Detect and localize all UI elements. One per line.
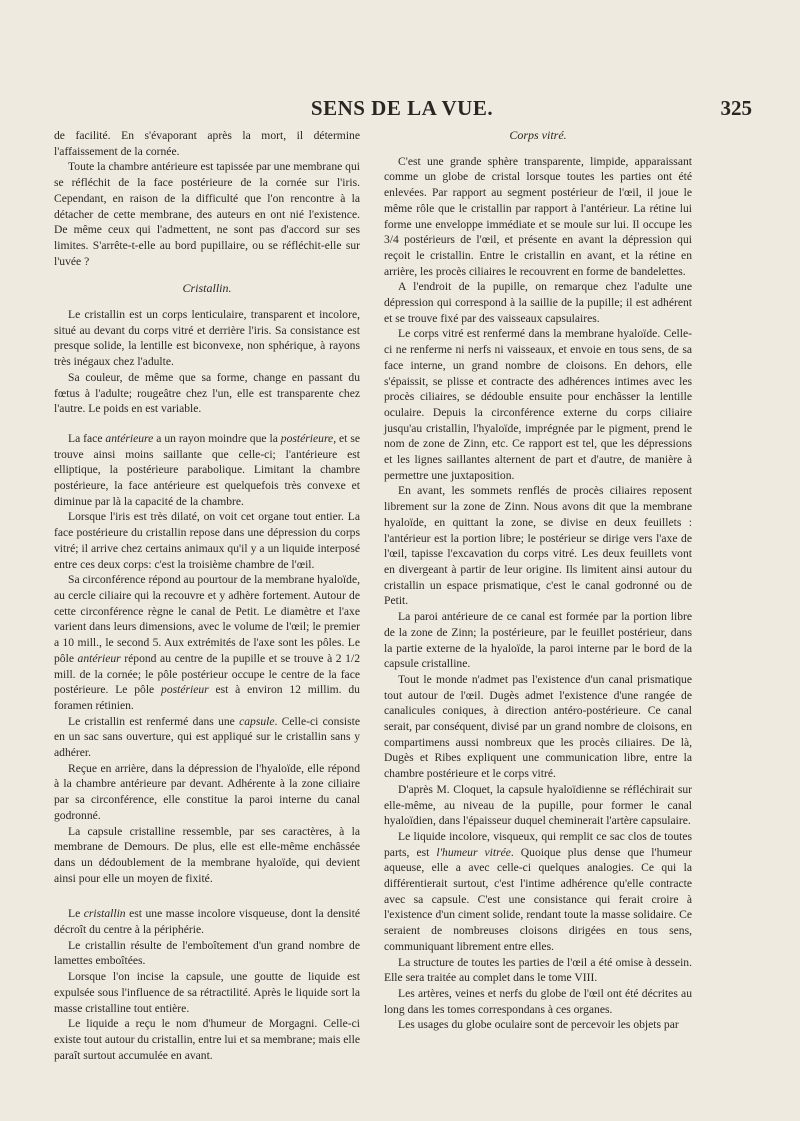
paragraph: Reçue en arrière, dans la dépression de l'hyaloïde, elle répond à la chambre antérieure par devant. Adhérente à la zone ciliaire par sa circonférence, elle constitue la paroi interne du canal godronné. — [54, 761, 360, 822]
left-column — [54, 128, 360, 1063]
paragraph: D'après M. Cloquet, la capsule hyaloïdienne se réfléchirait sur elle-même, au niveau de la pupille, pour former le canal hyaloïdien, dans l'épaisseur duquel cheminerait l'artère capsulaire. — [384, 782, 692, 828]
paragraph — [384, 829, 692, 955]
emphasis: cristallin — [83, 907, 126, 921]
text-run: . Quoique plus dense que l'humeur aqueuse, elle a avec celle-ci quelques analogies. Ce qui la différentierait surtout, c'est l'intime adhérence qu'elle contracte avec sa capsule. C'est une consistance qui ferait croire à l'existence d'un ciment solide, rendant toute la masse solidaire. Ce seraient de nombreuses cloisons dirigées en tous sens, communiquant librement entre elles. — [384, 845, 692, 953]
paragraph: La capsule cristalline ressemble, par ses caractères, à la membrane de Demours. De plus, elle est elle-même enchâssée dans un dédoublement de la membrane hyaloïde, qui devient ainsi pour elle un moyen de fixité. — [54, 824, 360, 885]
paragraph: Les usages du globe oculaire sont de percevoir les objets par — [398, 1018, 679, 1032]
paragraph: Le cristallin est un corps lenticulaire, transparent et incolore, situé au devant du corps vitré et derrière l'iris. Sa consistance est presque solide, la lentille est biconvexe, non sphérique, à rayons très inégaux chez l'adulte. — [54, 308, 360, 369]
paragraph: de facilité. En s'évaporant après la mort, il détermine l'affaissement de la cornée. — [54, 129, 360, 158]
text-run: est à environ 12 millim. du foramen rétinien. — [54, 683, 360, 712]
emphasis: postérieure — [280, 431, 334, 445]
emphasis: antérieure — [105, 431, 154, 445]
paragraph: Le cristallin résulte de l'emboîtement d'un grand nombre de lamettes emboîtées. — [54, 938, 360, 968]
emphasis: postérieur — [161, 683, 209, 697]
paragraph: La paroi antérieure de ce canal est formée par la portion libre de la zone de Zinn; la postérieure, par le feuillet postérieur, dans la partie externe de la hyaloïde, la paroi interne par le bord de la capsule cristalline. — [384, 610, 692, 671]
paragraph: Toute la chambre antérieure est tapissée par une membrane qui se réfléchit de la face postérieure de la cornée sur l'iris. Cependant, en raison de la difficulté que l'on rencontre à la détacher de cette membrane, des auteurs en ont nié l'existence. De même ceux qui l'admettent, ne sont pas d'accord sur ses limites. S'arrête-t-elle au bord pupillaire, ou se réfléchit-elle sur l'uvée ? — [54, 160, 360, 268]
emphasis: antérieur — [77, 651, 121, 665]
paragraph: A l'endroit de la pupille, on remarque chez l'adulte une dépression qui correspond à la saillie de la pupille; il est adhérent et se trouve fixé par des vaisseaux capsulaires. — [384, 280, 692, 325]
emphasis: l'humeur vitrée — [436, 845, 511, 859]
section-title-corps-vitre: Corps vitré. — [509, 128, 567, 142]
text-run: La face — [68, 431, 106, 445]
paragraph: Le corps vitré est renfermé dans la membrane hyaloïde. Celle-ci ne renferme ni nerfs ni vaisseaux, et envoie en tous sens, de sa face interne, un grand nombre de cloisons. En dehors, elle s'épaissit, se plisse et contracte des adhérences intimes avec les procès ciliaires, se dédouble ensuite pour enchâsser la lentille oculaire. Depuis la circonférence externe du corps ciliaire jusqu'au cristallin, l'hyaloïde, imprégnée par le pigment, prend le nom de zone de Zinn, etc. Ce rapport est tel, que les dépressions et les lignes saillantes alternent de part et d'autre, de manière à permettre une juxtaposition. — [384, 327, 692, 482]
text-run: répond au centre de la pupille et se trouve à 2 1/2 mill. de la cornée; le pôle postérieur occupe le centre de la face postérieure. Le pôle — [54, 651, 360, 697]
paragraph: Tout le monde n'admet pas l'existence d'un canal prismatique tout autour de l'œil. Dugès admet l'existence d'une rangée de canalicules coniques, à direction antéro-postérieure. Ce canal serait, par conséquent, divisé par un grand nombre de cloisons, en compartimens aussi nombreux que les procès ciliaires. De là, Dugès et Ribes expliquent une communication libre, entre la chambre postérieure et le corps vitré. — [384, 672, 692, 781]
paragraph: La structure de toutes les parties de l'œil a été omise à dessein. Elle sera traitée au complet dans le tome VIII. — [384, 955, 692, 985]
paragraph: Lorsque l'iris est très dilaté, on voit cet organe tout entier. La face postérieure du cristallin repose dans une dépression du corps vitré; il arrive chez certains animaux qu'il y a un liquide interposé entre ces deux corps: c'est la troisième chambre de l'œil. — [54, 510, 360, 571]
paragraph — [54, 572, 360, 713]
right-column — [384, 128, 692, 1033]
text-run: Le liquide incolore, visqueux, qui remplit ce sac clos de toutes parts, est — [384, 829, 692, 859]
paragraph: Le liquide a reçu le nom d'humeur de Morgagni. Celle-ci existe tout autour du cristallin, entre lui et sa membrane; mais elle paraît surtout accumulée en avant. — [54, 1017, 360, 1062]
paragraph — [54, 906, 360, 937]
text-run: Le cristallin est renfermé dans une — [68, 714, 240, 728]
text-run: , et se trouve ainsi moins saillante que celle-ci; l'antérieure est elliptique, la postérieure parabolique. Limitant la chambre postérieure, la face antérieure est quelquefois très convexe et diminue par là la capacité de la chambre. — [54, 431, 360, 508]
paragraph: Lorsque l'on incise la capsule, une goutte de liquide est expulsée sous l'influence de sa rétractilité. Après le liquide sort la masse cristalline tout entière. — [54, 970, 360, 1015]
paragraph: C'est une grande sphère transparente, limpide, apparaissant comme un globe de cristal lorsque toutes les parties ont été enlevées. Par rapport au segment postérieur de l'œil, il joue le même rôle que le cristallin par rapport à l'antérieur. La rétine lui forme une enveloppe immédiate et se moule sur lui. Il occupe les 3/4 postérieurs de l'œil, et présente en avant la dépression qui reçoit le cristallin. Entre le cristallin en avant, et la rétine en arrière, les procès ciliaires le recouvrent en forme de bandelettes. — [384, 154, 692, 278]
running-title: SENS DE LA VUE. — [310, 96, 494, 120]
text-run: a un rayon moindre que la — [153, 431, 281, 445]
paragraph — [54, 714, 360, 761]
paragraph: Les artères, veines et nerfs du globe de l'œil ont été décrites au long dans les tomes correspondans à ces organes. — [384, 986, 692, 1016]
paragraph: Sa couleur, de même que sa forme, change en passant du fœtus à l'adulte; rougeâtre chez l'un, elle est transparente chez l'autre. Le poids en est variable. — [54, 370, 360, 416]
text-run: Le — [68, 907, 84, 921]
paragraph — [54, 431, 360, 510]
text-run: Sa circonférence répond au pourtour de la membrane hyaloïde, au cercle ciliaire qui la recouvre et y adhère fortement. Autour de cette circonférence règne le canal de Petit. Le diamètre et l'axe varient dans leurs dimensions, avec le volume de l'œil; le premier a 10 mill., le second 5. Aux extrémités de l'axe sont les pôles. Le pôle — [54, 573, 360, 665]
paragraph: En avant, les sommets renflés de procès ciliaires reposent librement sur la zone de Zinn. Nous avons dit que la membrane hyaloïde, en quittant la zone, se divise en deux feuillets : l'antérieur est la portion libre; le postérieur se dirige vers l'axe de l'œil, tapisse l'excavation du corps vitré. Les deux feuillets vont en divergeant à partir de leur origine. Ils limitent ainsi autour du cristallin un espace prismatique, c'est le canal godronné ou de Petit. — [384, 484, 692, 608]
emphasis: capsule — [239, 714, 275, 728]
text-run: . Celle-ci consiste en un sac sans ouverture, qui est appliqué sur le cristallin sans y adhérer. — [54, 714, 360, 760]
text-run: est une masse incolore visqueuse, dont la densité décroît du centre à la périphérie. — [54, 907, 360, 937]
section-title-cristallin: Cristallin. — [182, 281, 232, 296]
page-number: 325 — [720, 96, 752, 120]
page-header — [52, 96, 752, 120]
